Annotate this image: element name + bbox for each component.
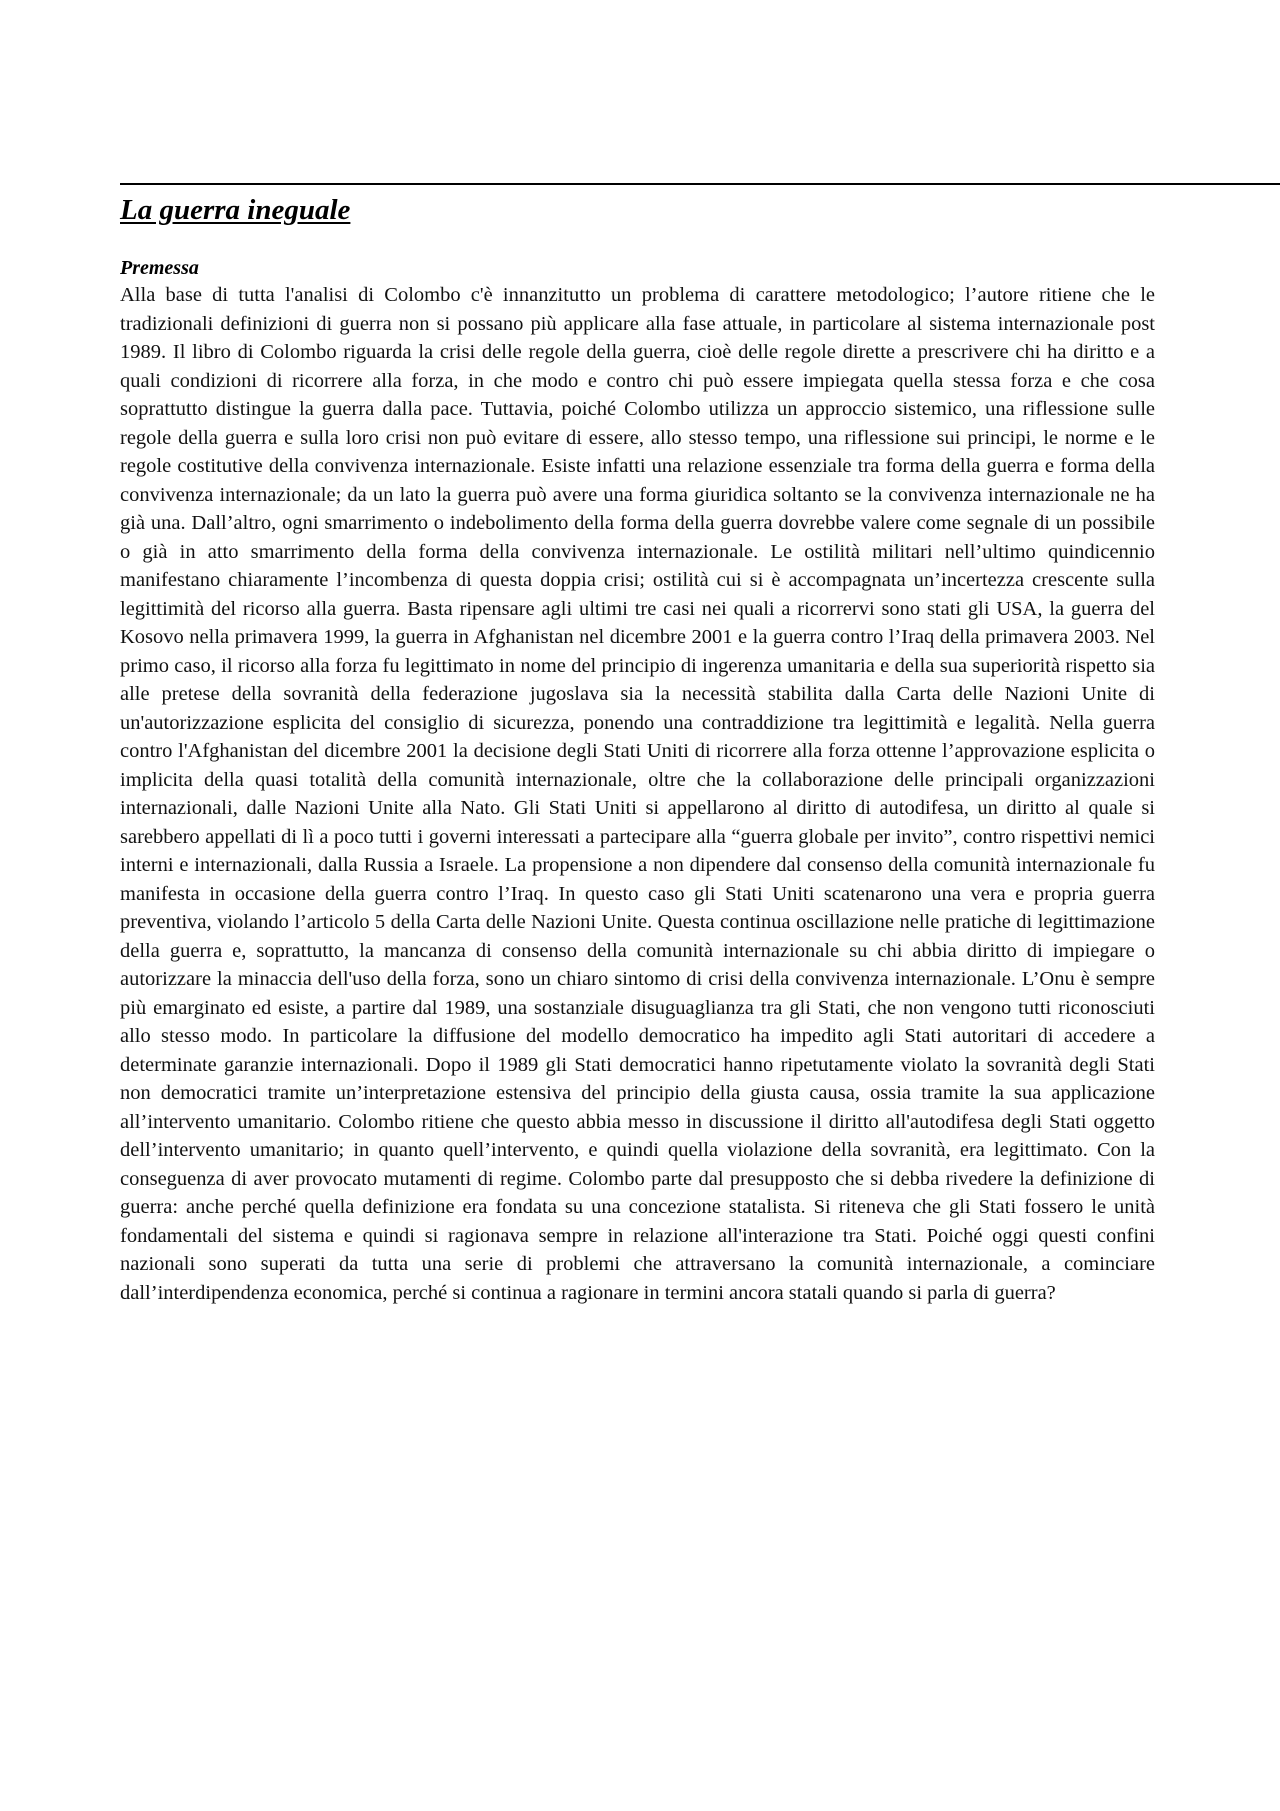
header-rule [120,183,1280,185]
document-title: La guerra ineguale [120,194,351,226]
body-paragraph: Alla base di tutta l'analisi di Colombo c'è innanzitutto un problema di carattere metodologico; l’autore ritiene che le tradizionali definizioni di guerra non si possano più applicare alla fase attuale, in particolare al sistema internazionale post 1989. Il libro di Colombo riguarda la crisi delle regole della guerra, cioè delle regole dirette a prescrivere chi ha diritto e a quali condizioni di ricorrere alla forza, in che modo e contro chi può essere impiegata quella stessa forza e che cosa soprattutto distingue la guerra dalla pace. Tuttavia, poiché Colombo utilizza un approccio sistemico, una riflessione sulle regole della guerra e sulla loro crisi non può evitare di essere, allo stesso tempo, una riflessione sui principi, le norme e le regole costitutive della convivenza internazionale. Esiste infatti una relazione essenziale tra forma della guerra e forma della convivenza internazionale; da un lato la guerra può avere una forma giuridica soltanto se la convivenza internazionale ne ha già una. Dall’altro, ogni smarrimento o indebolimento della forma della guerra dovrebbe valere come segnale di un possibile o già in atto smarrimento della forma della convivenza internazionale. Le ostilità militari nell’ultimo quindicennio manifestano chiaramente l’incombenza di questa doppia crisi; ostilità cui si è accompagnata un’incertezza crescente sulla legittimità del ricorso alla guerra. Basta ripensare agli ultimi tre casi nei quali a ricorrervi sono stati gli USA, la guerra del Kosovo nella primavera 1999, la guerra in Afghanistan nel dicembre 2001 e la guerra contro l’Iraq della primavera 2003. Nel primo caso, il ricorso alla forza fu legittimato in nome del principio di ingerenza umanitaria e della sua superiorità rispetto sia alle pretese della sovranità della federazione jugoslava sia la necessità stabilita dalla Carta delle Nazioni Unite di un'autorizzazione esplicita del consiglio di sicurezza, ponendo una contraddizione tra legittimità e legalità. Nella guerra contro l'Afghanistan del dicembre 2001 la decisione degli Stati Uniti di ricorrere alla forza ottenne l’approvazione esplicita o implicita della quasi totalità della comunità internazionale, oltre che la collaborazione delle principali organizzazioni internazionali, dalle Nazioni Unite alla Nato. Gli Stati Uniti si appellarono al diritto di autodifesa, un diritto al quale si sarebbero appellati di lì a poco tutti i governi interessati a partecipare alla “guerra globale per invito”, contro rispettivi nemici interni e internazionali, dalla Russia a Israele. La propensione a non dipendere dal consenso della comunità internazionale fu manifesta in occasione della guerra contro l’Iraq. In questo caso gli Stati Uniti scatenarono una vera e propria guerra preventiva, violando l’articolo 5 della Carta delle Nazioni Unite. Questa continua oscillazione nelle pratiche di legittimazione della guerra e, soprattutto, la mancanza di consenso della comunità internazionale su chi abbia diritto di impiegare o autorizzare la minaccia dell'uso della forza, sono un chiaro sintomo di crisi della convivenza internazionale. L’Onu è sempre più emarginato ed esiste, a partire dal 1989, una sostanziale disuguaglianza tra gli Stati, che non vengono tutti riconosciuti allo stesso modo. In particolare la diffusione del modello democratico ha impedito agli Stati autoritari di accedere a determinate garanzie internazionali. Dopo il 1989 gli Stati democratici hanno ripetutamente violato la sovranità degli Stati non democratici tramite un’interpretazione estensiva del principio della giusta causa, ossia tramite la sua applicazione all’intervento umanitario. Colombo ritiene che questo abbia messo in discussione il diritto all'autodifesa degli Stati oggetto dell’intervento umanitario; in quanto quell’intervento, e quindi quella violazione della sovranità, era legittimato. Con la conseguenza di aver provocato mutamenti di regime. Colombo parte dal presupposto che si debba rivedere la definizione di guerra: anche perché quella definizione era fondata su una concezione statalista. Si riteneva che gli Stati fossero le unità fondamentali del sistema e quindi si ragionava sempre in relazione all'interazione tra Stati. Poiché oggi questi confini nazionali sono superati da tutta una serie di problemi che attraversano la comunità internazionale, a cominciare dall’interdipendenza economica, perché si continua a ragionare in termini ancora statali quando si parla di guerra? [120,284,1155,1304]
document-body [120,255,1155,1307]
section-heading: Premessa [120,257,199,279]
